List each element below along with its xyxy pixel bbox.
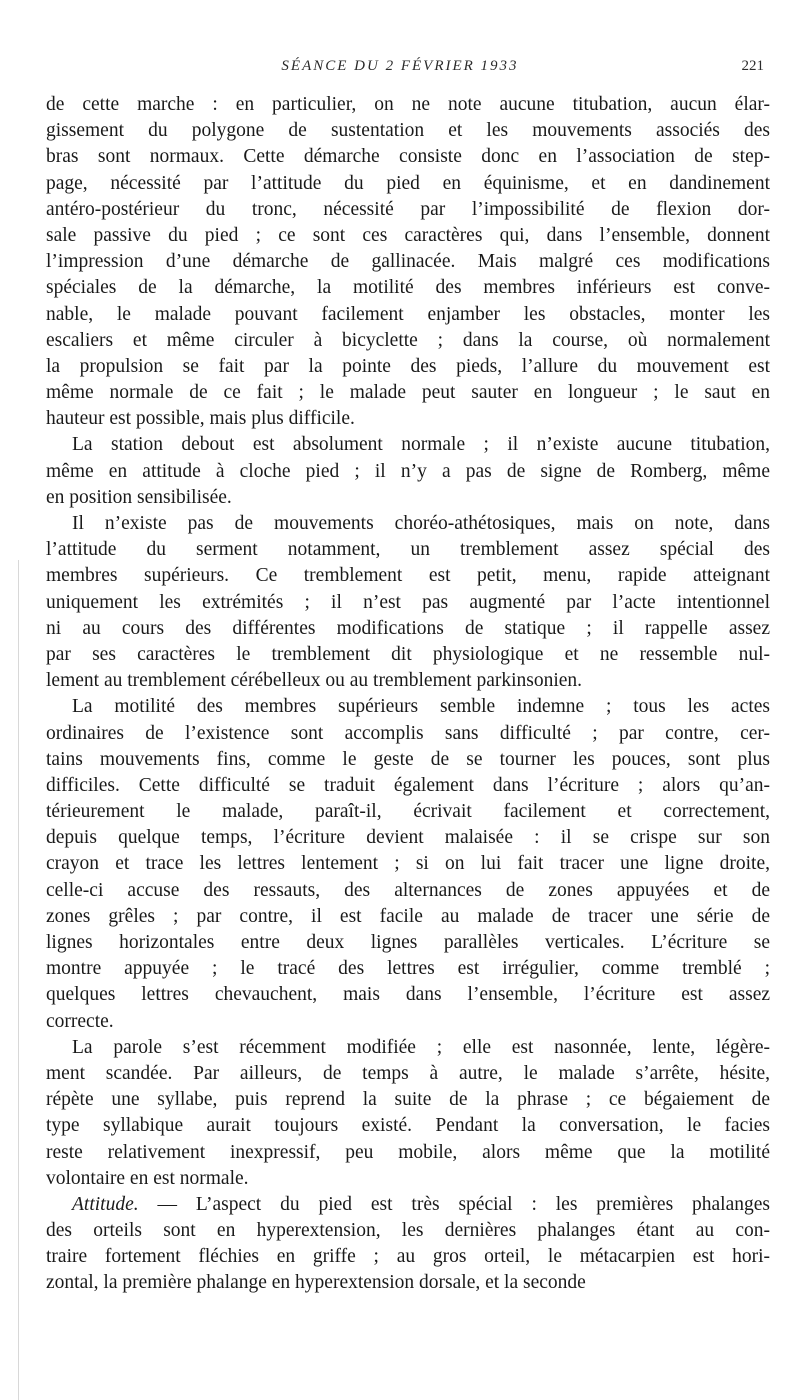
text-line: par ses caractères le tremblement dit physiologique et ne ressemble nul- <box>46 643 770 665</box>
text-line: volontaire en est normale. <box>46 1167 249 1189</box>
text-line: gissement du polygone de sustentation et les mouvements associés des <box>46 120 770 142</box>
text-line: la propulsion se fait par la pointe des pieds, l’allure du mouvement est <box>46 355 770 377</box>
text-line: lement au tremblement cérébelleux ou au tremblement parkinsonien. <box>46 670 583 692</box>
text-line: La station debout est absolument normale ; il n’existe aucune titubation, <box>72 434 770 456</box>
text-line: uniquement les extrémités ; il n’est pas augmenté par l’acte intentionnel <box>46 591 770 613</box>
text-line: nable, le malade pouvant facilement enjamber les obstacles, monter les <box>46 303 770 325</box>
text-line: spéciales de la démarche, la motilité des membres inférieurs est conve- <box>46 277 770 299</box>
run-in-heading: Attitude. <box>72 1193 139 1215</box>
text-line: zones grêles ; par contre, il est facile au malade de tracer une série de <box>46 905 770 927</box>
line-text: — L’aspect du pied est très spécial : les premières phalanges <box>138 1193 770 1215</box>
text-line: de cette marche : en particulier, on ne note aucune titubation, aucun élar- <box>46 94 770 115</box>
paragraph <box>46 511 770 694</box>
text-line: tains mouvements fins, comme le geste de se tourner les pouces, sont plus <box>46 748 770 770</box>
page-number: 221 <box>741 58 764 74</box>
text-line: ni au cours des différentes modifications de statique ; il rappelle assez <box>46 617 770 639</box>
text-line: reste relativement inexpressif, peu mobile, alors même que la motilité <box>46 1141 770 1163</box>
text-line: même en attitude à cloche pied ; il n’y a pas de signe de Romberg, même <box>46 460 770 482</box>
text-line: difficiles. Cette difficulté se traduit également dans l’écriture ; alors qu’an- <box>46 774 770 796</box>
text-line: répète une syllabe, puis reprend la suite de la phrase ; ce bégaiement de <box>46 1089 770 1111</box>
paragraph <box>46 694 770 1034</box>
text-line: l’attitude du serment notamment, un tremblement assez spécial des <box>46 539 770 561</box>
text-line: ment scandée. Par ailleurs, de temps à autre, le malade s’arrête, hésite, <box>46 1062 770 1084</box>
body-text <box>46 92 770 1297</box>
text-line: traire fortement fléchies en griffe ; au gros orteil, le métacarpien est hori- <box>46 1246 770 1268</box>
text-line: térieurement le malade, paraît-il, écrivait facilement et correctement, <box>46 801 770 823</box>
text-line: celle-ci accuse des ressauts, des alternances de zones appuyées et de <box>46 879 770 901</box>
paragraph <box>46 92 770 432</box>
text-line: Il n’existe pas de mouvements choréo-athétosiques, mais on note, dans <box>72 513 770 534</box>
text-line: bras sont normaux. Cette démarche consiste donc en l’association de step- <box>46 146 770 168</box>
text-line: escaliers et même circuler à bicyclette ; dans la course, où normalement <box>46 329 770 351</box>
text-line: même normale de ce fait ; le malade peut sauter en longueur ; le saut en <box>46 382 770 404</box>
text-line: l’impression d’une démarche de gallinacée. Mais malgré ces modifications <box>46 251 770 273</box>
text-line: quelques lettres chevauchent, mais dans l’ensemble, l’écriture est assez <box>46 984 770 1006</box>
paragraph <box>46 432 770 511</box>
text-line: ordinaires de l’existence sont accomplis sans difficulté ; par contre, cer- <box>46 722 770 744</box>
page-edge-shadow <box>18 560 19 1400</box>
running-title: SÉANCE DU 2 FÉVRIER 1933 <box>281 58 519 74</box>
text-line: membres supérieurs. Ce tremblement est petit, menu, rapide atteignant <box>46 565 770 587</box>
text-line: des orteils sont en hyperextension, les dernières phalanges étant au con- <box>46 1220 770 1242</box>
text-line: La motilité des membres supérieurs semble indemne ; tous les actes <box>72 696 770 718</box>
text-line: crayon et trace les lettres lentement ; si on lui fait tracer une ligne droite, <box>46 853 770 875</box>
paragraph <box>46 1035 770 1192</box>
text-line: page, nécessité par l’attitude du pied en équinisme, et en dandinement <box>46 172 770 194</box>
text-line: en position sensibilisée. <box>46 486 232 508</box>
text-line: sale passive du pied ; ce sont ces caractères qui, dans l’ensemble, donnent <box>46 224 770 246</box>
text-line: montre appuyée ; le tracé des lettres est irrégulier, comme tremblé ; <box>46 958 770 980</box>
text-line: depuis quelque temps, l’écriture devient malaisée : il se crispe sur son <box>46 827 770 849</box>
text-line: hauteur est possible, mais plus difficile. <box>46 408 355 430</box>
text-line: zontal, la première phalange en hyperextension dorsale, et la seconde <box>46 1272 586 1294</box>
text-line: La parole s’est récemment modifiée ; elle est nasonnée, lente, légère- <box>72 1036 770 1058</box>
text-line: correcte. <box>46 1010 114 1032</box>
running-head <box>0 58 800 82</box>
text-line: lignes horizontales entre deux lignes parallèles verticales. L’écriture se <box>46 932 770 953</box>
paragraph <box>46 1192 770 1297</box>
text-line <box>46 1192 770 1218</box>
text-line: antéro-postérieur du tronc, nécessité par l’impossibilité de flexion dor- <box>46 198 770 220</box>
text-line: type syllabique aurait toujours existé. Pendant la conversation, le facies <box>46 1115 770 1137</box>
